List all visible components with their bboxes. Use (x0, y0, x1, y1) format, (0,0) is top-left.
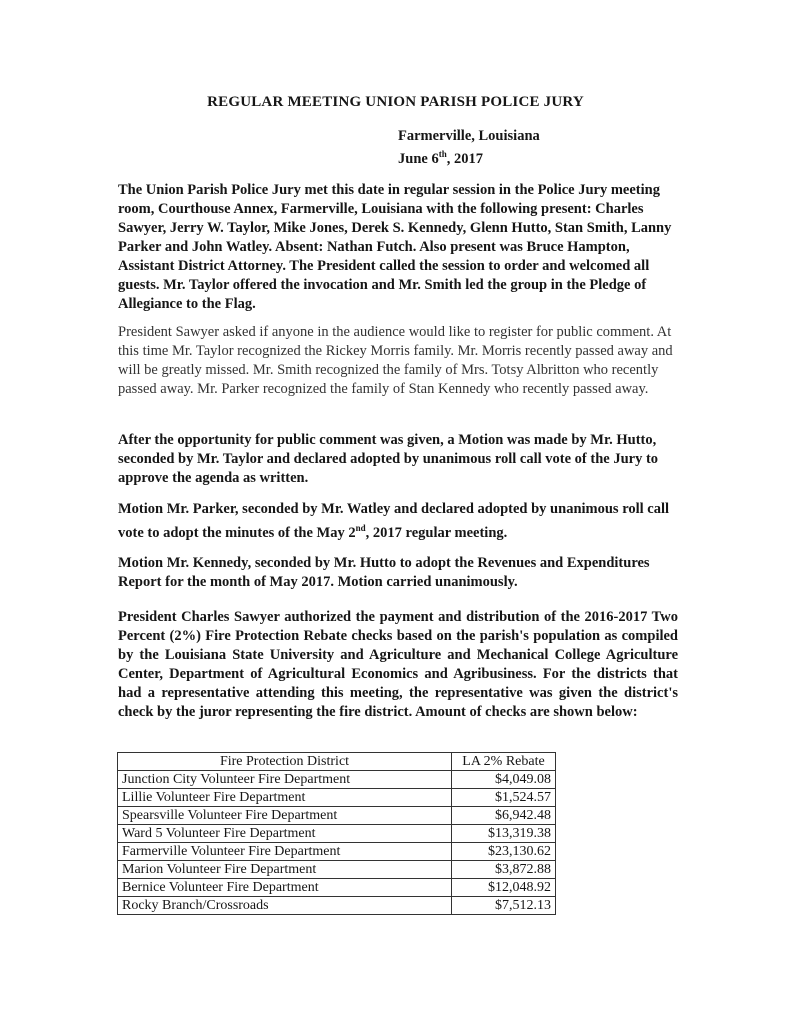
table-header-row (118, 753, 556, 771)
document-title: REGULAR MEETING UNION PARISH POLICE JURY (207, 94, 584, 110)
district-name: Bernice Volunteer Fire Department (118, 879, 452, 897)
meeting-date-suffix: , 2017 (446, 150, 483, 167)
table-row (118, 879, 556, 897)
rebate-amount: $3,872.88 (452, 861, 556, 879)
district-name: Marion Volunteer Fire Department (118, 861, 452, 879)
paragraph-public-comment: President Sawyer asked if anyone in the audience would like to register for public comment. At this time Mr. Taylor recognized the Rickey Morris family. Mr. Morris recently passed away and will be greatly missed. Mr. Smith recognized the family of Mrs. Totsy Albritton who recently passed away. Mr. Parker recognized the family of Stan Kennedy who recently passed away. (118, 324, 673, 397)
table-row (118, 789, 556, 807)
district-name: Rocky Branch/Crossroads (118, 897, 452, 915)
paragraph-revenues-motion: Motion Mr. Kennedy, seconded by Mr. Hutto to adopt the Revenues and Expenditures Report for the month of May 2017. Motion carried unanimously. (118, 555, 650, 590)
meeting-date-prefix: June 6 (398, 150, 439, 167)
district-name: Junction City Volunteer Fire Department (118, 771, 452, 789)
paragraph-agenda-motion: After the opportunity for public comment was given, a Motion was made by Mr. Hutto, seconded by Mr. Taylor and declared adopted by unanimous roll call vote of the Jury to approve the agenda as written. (118, 432, 659, 486)
table-row (118, 807, 556, 825)
paragraph-minutes-motion (118, 500, 678, 543)
rebate-amount: $1,524.57 (452, 789, 556, 807)
minutes-motion-sup: nd (355, 523, 366, 533)
table-row (118, 861, 556, 879)
rebate-amount: $12,048.92 (452, 879, 556, 897)
paragraph-attendance: The Union Parish Police Jury met this date in regular session in the Police Jury meeting room, Courthouse Annex, Farmerville, Louisiana with the following present: Charles Sawyer, Jerry W. Taylor, Mike Jones, Derek S. Kennedy, Glenn Hutto, Stan Smith, Lanny Parker and John Watley. Absent: Nathan Futch. Also present was Bruce Hampton, Assistant District Attorney. The President called the session to order and welcomed all guests. Mr. Taylor offered the invocation and Mr. Smith led the group in the Pledge of Allegiance to the Flag. (118, 182, 672, 312)
minutes-motion-text-end: , 2017 regular meeting. (365, 524, 508, 541)
header-rebate: LA 2% Rebate (452, 753, 556, 771)
header-district: Fire Protection District (118, 753, 452, 771)
meeting-location: Farmerville, Louisiana (398, 128, 540, 144)
district-name: Farmerville Volunteer Fire Department (118, 843, 452, 861)
rebate-amount: $23,130.62 (452, 843, 556, 861)
rebate-amount: $4,049.08 (452, 771, 556, 789)
district-name: Ward 5 Volunteer Fire Department (118, 825, 452, 843)
district-name: Lillie Volunteer Fire Department (118, 789, 452, 807)
fire-rebate-table (117, 752, 556, 915)
meeting-place-date (398, 127, 540, 168)
minutes-motion-text: Motion Mr. Parker, seconded by Mr. Watley and declared adopted by unanimous roll call vote to adopt the minutes of the May 2 (118, 501, 670, 541)
meeting-date (398, 145, 540, 168)
table-row (118, 897, 556, 915)
fire-rebate-table-body (118, 753, 556, 915)
meeting-date-sup: th (438, 149, 447, 159)
district-name: Spearsville Volunteer Fire Department (118, 807, 452, 825)
table-row (118, 771, 556, 789)
rebate-amount: $6,942.48 (452, 807, 556, 825)
rebate-amount: $13,319.38 (452, 825, 556, 843)
table-row (118, 843, 556, 861)
paragraph-fire-rebate: President Charles Sawyer authorized the payment and distribution of the 2016-2017 Two Percent (2%) Fire Protection Rebate checks based on the parish's population as compiled by the Louisiana State University and Agriculture and Mechanical College Agriculture Center, Department of Agricultural Economics and Agribusiness. For the districts that had a representative attending this meeting, the representative was given the district's check by the juror representing the fire district. Amount of checks are shown below: (118, 609, 678, 720)
table-row (118, 825, 556, 843)
rebate-amount: $7,512.13 (452, 897, 556, 915)
